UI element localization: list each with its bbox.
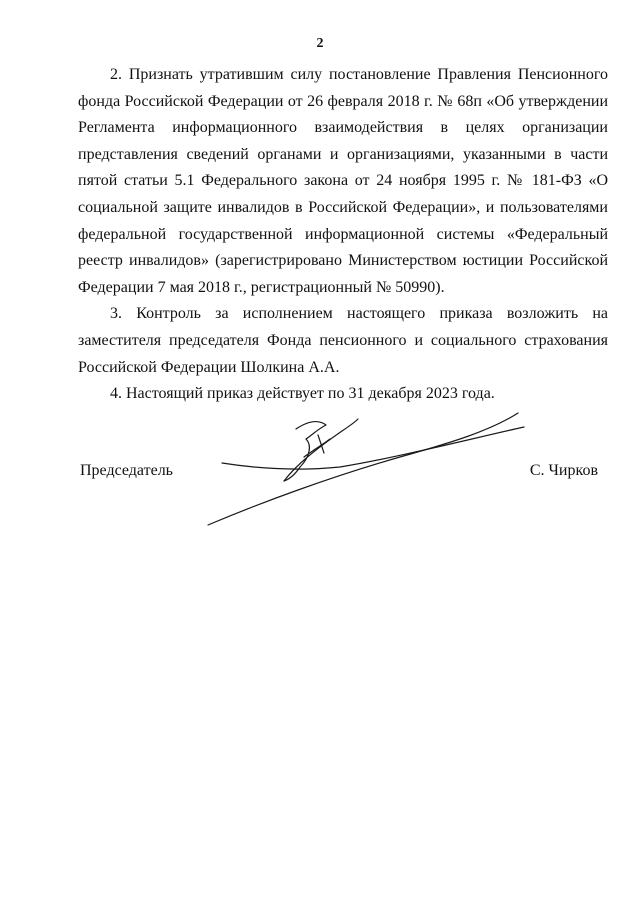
- signature-block: [78, 462, 608, 486]
- paragraph-3: 3. Контроль за исполнением настоящего приказа возложить на заместителя председателя Фонда пенсионного и социального страхования Российской Федерации Шолкина А.А.: [78, 305, 608, 376]
- signatory-name: С. Чирков: [529, 462, 598, 479]
- page-number: 2: [316, 36, 324, 51]
- paragraph-2: 2. Признать утратившим силу постановление Правления Пенсионного фонда Российской Федерации от 26 февраля 2018 г. № 68п «Об утверждении Регламента информационного взаимодействия в целях организации представления сведений органами и организациями, указанными в части пятой статьи 5.1 Федерального закона от 24 ноября 1995 г. № 181-ФЗ «О социальной защите инвалидов в Российской Федерации», и пользователями федеральной государственной информационной системы «Федеральный реестр инвалидов» (зарегистрировано Министерством юстиции Российской Федерации 7 мая 2018 г., регистрационный № 50990).: [78, 66, 608, 296]
- document-body: [78, 62, 608, 408]
- signatory-position: Председатель: [80, 462, 173, 479]
- paragraph-4: 4. Настоящий приказ действует по 31 декабря 2023 года.: [110, 385, 495, 403]
